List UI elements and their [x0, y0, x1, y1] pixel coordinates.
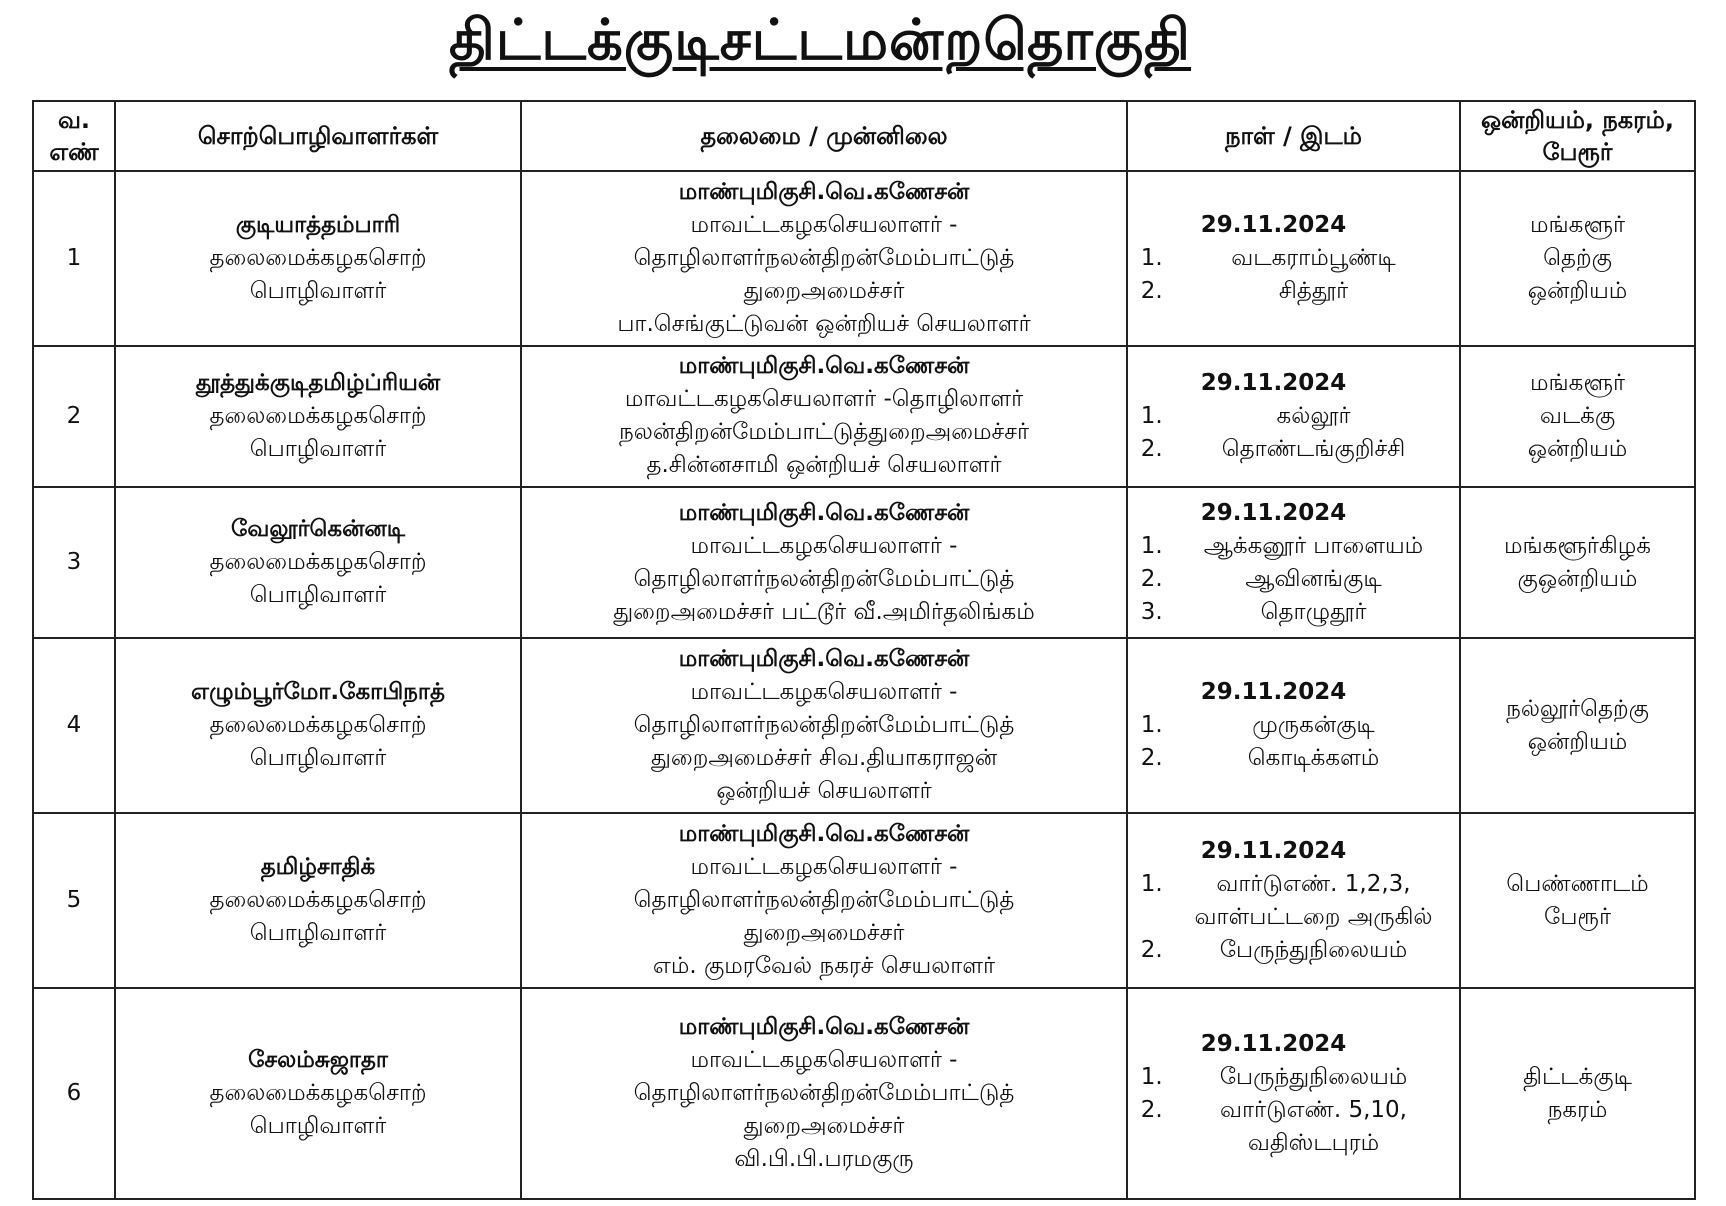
chief-line: மாவட்டகழகசெயலாளர் -	[690, 854, 958, 881]
chief-name: மாண்புமிகுசி.வெ.கணேசன்	[678, 646, 970, 673]
event-date: 29.11.2024	[1200, 369, 1347, 396]
list-item: 2. ஆவினங்குடி	[1170, 563, 1453, 596]
chief-line: வி.பி.பி.பரமகுரு	[734, 1146, 914, 1173]
chief-line: தொழிலாளர்நலன்திறன்மேம்பாட்டுத்	[633, 1080, 1015, 1107]
chief-line: தொழிலாளர்நலன்திறன்மேம்பாட்டுத்	[633, 565, 1015, 592]
list-item: 1. ஆக்கனூர் பாளையம்	[1170, 530, 1453, 563]
place-list	[1134, 530, 1453, 629]
speaker-role: தலைமைக்கழகசொற்	[209, 1080, 427, 1107]
speaker-name: குடியாத்தம்பாரி	[235, 211, 401, 238]
place-list	[1134, 242, 1453, 308]
area-cell	[1460, 346, 1695, 487]
speaker-role: பொழிவாளர்	[249, 277, 387, 304]
chief-line: தொழிலாளர்நலன்திறன்மேம்பாட்டுத்	[633, 244, 1015, 271]
chief-name: மாண்புமிகுசி.வெ.கணேசன்	[678, 353, 970, 380]
serial-number-cell: 2	[33, 346, 115, 487]
area-line: நகரம்	[1547, 1096, 1608, 1123]
header-dateplace: நாள் / இடம்	[1127, 101, 1460, 171]
area-cell	[1460, 171, 1695, 346]
speaker-role: பொழிவாளர்	[249, 920, 387, 947]
chief-line: துறைஅமைச்சர் பட்டூர் வீ.அமிர்தலிங்கம்	[613, 598, 1035, 625]
chief-line: தொழிலாளர்நலன்திறன்மேம்பாட்டுத்	[633, 712, 1015, 739]
place-list	[1134, 1061, 1453, 1160]
area-cell	[1460, 638, 1695, 813]
chief-line: எம். குமரவேல் நகரச் செயலாளர்	[652, 953, 996, 980]
date-place-cell	[1127, 487, 1460, 638]
speaker-role: பொழிவாளர்	[249, 582, 387, 609]
area-line: திட்டக்குடி	[1523, 1063, 1632, 1090]
table-body	[33, 171, 1695, 1199]
list-item: 2. தொண்டங்குறிச்சி	[1170, 433, 1453, 466]
table-row	[33, 638, 1695, 813]
area-line: ஒன்றியம்	[1527, 277, 1628, 304]
chief-name: மாண்புமிகுசி.வெ.கணேசன்	[678, 821, 970, 848]
speaker-role: தலைமைக்கழகசொற்	[209, 244, 427, 271]
table-row	[33, 487, 1695, 638]
speaker-role: தலைமைக்கழகசொற்	[209, 402, 427, 429]
speaker-role: தலைமைக்கழகசொற்	[209, 887, 427, 914]
date-place-cell	[1127, 638, 1460, 813]
event-date: 29.11.2024	[1200, 1030, 1347, 1057]
table-header-row	[33, 101, 1695, 171]
area-cell	[1460, 487, 1695, 638]
list-item: 2. வார்டுஎண். 5,10, வதிஸ்டபுரம்	[1170, 1094, 1453, 1160]
serial-number-cell: 4	[33, 638, 115, 813]
area-line: மங்களூர்	[1530, 211, 1625, 238]
speaker-cell	[115, 346, 521, 487]
chief-cell	[521, 487, 1127, 638]
schedule-table	[32, 100, 1696, 1200]
area-line: ஒன்றியம்	[1527, 728, 1628, 755]
area-line: நல்லூர்தெற்கு	[1506, 695, 1649, 722]
chief-name: மாண்புமிகுசி.வெ.கணேசன்	[678, 499, 970, 526]
event-date: 29.11.2024	[1200, 211, 1347, 238]
table-row	[33, 988, 1695, 1199]
date-place-cell	[1127, 813, 1460, 988]
speaker-cell	[115, 988, 521, 1199]
chief-cell	[521, 171, 1127, 346]
list-item: 2. சித்தூர்	[1170, 275, 1453, 308]
chief-cell	[521, 813, 1127, 988]
speaker-role: பொழிவாளர்	[249, 435, 387, 462]
area-line: மங்களூர்	[1530, 369, 1625, 396]
table-row	[33, 813, 1695, 988]
date-place-cell	[1127, 171, 1460, 346]
area-cell	[1460, 988, 1695, 1199]
date-place-cell	[1127, 346, 1460, 487]
header-sno: வ. எண்	[33, 101, 115, 171]
speaker-name: வேலூர்கென்னடி	[230, 516, 406, 543]
area-line: பேரூர்	[1543, 903, 1612, 930]
chief-line: மாவட்டகழகசெயலாளர் -	[690, 532, 958, 559]
chief-line: த.சின்னசாமி ஒன்றியச் செயலாளர்	[646, 452, 1002, 479]
list-item: 1. வார்டுஎண். 1,2,3, வாள்பட்டறை அருகில்	[1170, 868, 1453, 934]
area-line: பெண்ணாடம்	[1506, 870, 1649, 897]
chief-line: மாவட்டகழகசெயலாளர் -தொழிலாளர்	[624, 386, 1024, 413]
chief-line: துறைஅமைச்சர் சிவ.தியாகராஜன்	[650, 745, 997, 772]
place-list	[1134, 400, 1453, 466]
list-item: 1. வடகராம்பூண்டி	[1170, 242, 1453, 275]
date-place-cell	[1127, 988, 1460, 1199]
list-item: 1. கல்லூர்	[1170, 400, 1453, 433]
chief-line: பா.செங்குட்டுவன் ஒன்றியச் செயலாளர்	[617, 310, 1031, 337]
list-item: 3. தொழுதூர்	[1170, 596, 1453, 629]
chief-line: மாவட்டகழகசெயலாளர் -	[690, 1047, 958, 1074]
list-item: 1. முருகன்குடி	[1170, 709, 1453, 742]
area-cell	[1460, 813, 1695, 988]
event-date: 29.11.2024	[1200, 837, 1347, 864]
chief-line: மாவட்டகழகசெயலாளர் -	[690, 679, 958, 706]
chief-cell	[521, 988, 1127, 1199]
list-item: 2. பேருந்துநிலையம்	[1170, 934, 1453, 967]
speaker-role: பொழிவாளர்	[249, 1113, 387, 1140]
event-date: 29.11.2024	[1200, 499, 1347, 526]
place-list	[1134, 709, 1453, 775]
chief-name: மாண்புமிகுசி.வெ.கணேசன்	[678, 178, 970, 205]
serial-number-cell: 6	[33, 988, 115, 1199]
speaker-cell	[115, 487, 521, 638]
header-area: ஒன்றியம், நகரம், பேரூர்	[1460, 101, 1695, 171]
chief-line: தொழிலாளர்நலன்திறன்மேம்பாட்டுத்	[633, 887, 1015, 914]
table-row	[33, 346, 1695, 487]
speaker-cell	[115, 171, 521, 346]
speaker-name: எழும்பூர்மோ.கோபிநாத்	[191, 679, 445, 706]
list-item: 1. பேருந்துநிலையம்	[1170, 1061, 1453, 1094]
page-title: திட்டக்குடிசட்டமன்றதொகுதி	[448, 8, 1192, 73]
chief-cell	[521, 638, 1127, 813]
area-line: குஒன்றியம்	[1517, 565, 1638, 592]
speaker-role: தலைமைக்கழகசொற்	[209, 549, 427, 576]
header-chief: தலைமை / முன்னிலை	[521, 101, 1127, 171]
chief-line: மாவட்டகழகசெயலாளர் -	[690, 211, 958, 238]
speaker-cell	[115, 813, 521, 988]
chief-line: துறைஅமைச்சர்	[743, 277, 905, 304]
chief-line: நலன்திறன்மேம்பாட்டுத்துறைஅமைச்சர்	[619, 419, 1029, 446]
place-list	[1134, 868, 1453, 967]
serial-number-cell: 5	[33, 813, 115, 988]
serial-number-cell: 1	[33, 171, 115, 346]
table-row	[33, 171, 1695, 346]
speaker-role: பொழிவாளர்	[249, 745, 387, 772]
speaker-name: தூத்துக்குடிதமிழ்ப்ரியன்	[195, 369, 441, 396]
chief-line: துறைஅமைச்சர்	[743, 1113, 905, 1140]
serial-number-cell: 3	[33, 487, 115, 638]
header-speakers: சொற்பொழிவாளர்கள்	[115, 101, 521, 171]
chief-line: துறைஅமைச்சர்	[743, 920, 905, 947]
area-line: வடக்கு	[1539, 402, 1616, 429]
speaker-cell	[115, 638, 521, 813]
speaker-name: தமிழ்சாதிக்	[260, 854, 376, 881]
list-item: 2. கொடிக்களம்	[1170, 742, 1453, 775]
area-line: தெற்கு	[1543, 244, 1612, 271]
speaker-role: தலைமைக்கழகசொற்	[209, 712, 427, 739]
chief-name: மாண்புமிகுசி.வெ.கணேசன்	[678, 1014, 970, 1041]
chief-cell	[521, 346, 1127, 487]
chief-line: ஒன்றியச் செயலாளர்	[716, 778, 932, 805]
area-line: ஒன்றியம்	[1527, 435, 1628, 462]
area-line: மங்களூர்கிழக்	[1503, 532, 1652, 559]
event-date: 29.11.2024	[1200, 679, 1347, 706]
speaker-name: சேலம்சுஜாதா	[248, 1047, 388, 1074]
